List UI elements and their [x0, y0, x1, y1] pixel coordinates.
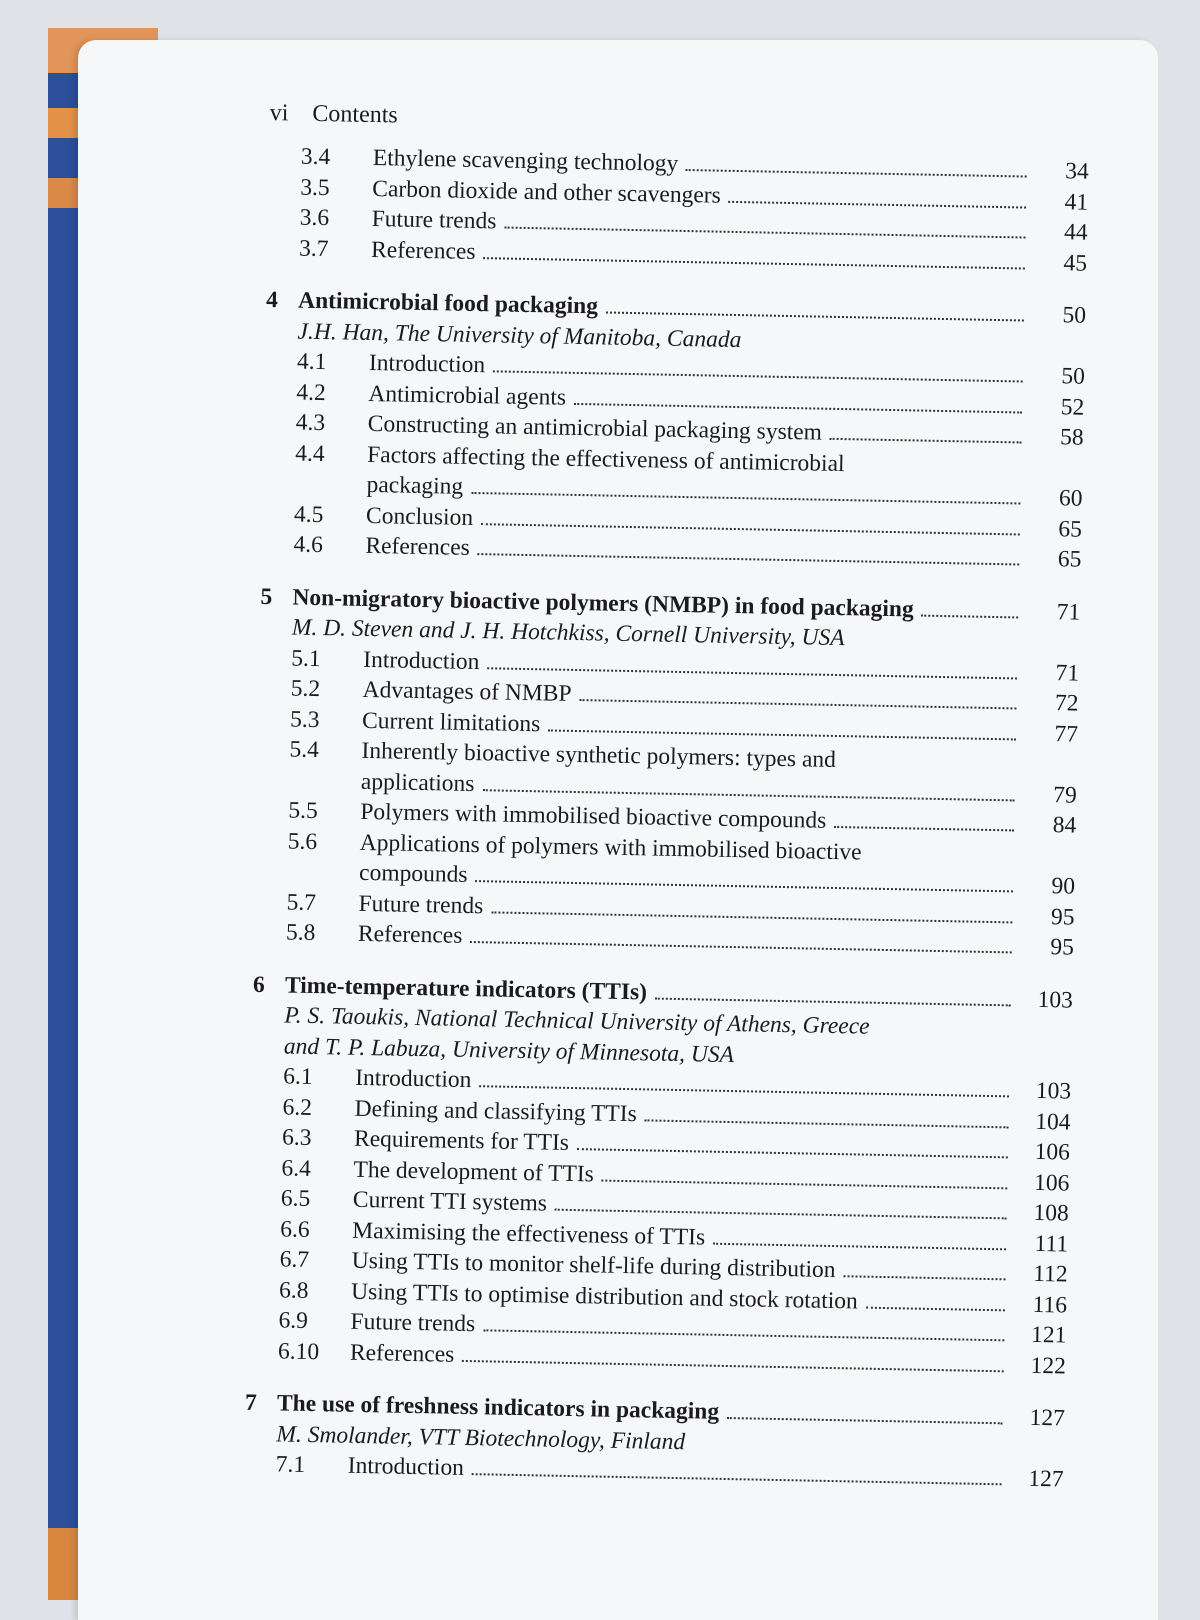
section-title: Future trends	[371, 205, 497, 235]
dot-leader	[577, 1147, 1008, 1158]
section-title: Conclusion	[365, 502, 474, 531]
section-title-continued: compounds	[358, 859, 468, 888]
section-page-number: 108	[1033, 1199, 1070, 1227]
dot-leader	[686, 168, 1027, 178]
section-number: 3.6	[299, 204, 330, 232]
dot-leader	[482, 788, 1014, 801]
dot-leader	[606, 310, 1024, 321]
section-number: 7.1	[275, 1451, 306, 1478]
section-page-number: 84	[1052, 812, 1077, 839]
section-page-number: 111	[1034, 1230, 1069, 1258]
dot-leader	[483, 1328, 1004, 1341]
indent-spacer	[257, 786, 361, 788]
section-number: 4.3	[295, 409, 326, 437]
dot-leader	[462, 1358, 1004, 1371]
section-number: 4.1	[296, 348, 327, 376]
section-number: 4.6	[293, 531, 324, 559]
section-title: Requirements for TTIs	[353, 1125, 570, 1156]
section-number: 6.4	[281, 1154, 312, 1182]
section-number: 5.1	[291, 645, 321, 672]
section-title: Inherently bioactive synthetic polymers: types and	[361, 737, 837, 773]
dot-leader	[481, 522, 1020, 535]
section-title: References	[357, 920, 463, 949]
section-page-number: 58	[1059, 424, 1084, 451]
section-title: Defining and classifying TTIs	[354, 1095, 638, 1127]
section-page-number: 112	[1032, 1260, 1068, 1288]
running-head-page-number: vi	[269, 100, 289, 127]
section-page-number: 104	[1035, 1108, 1071, 1136]
dot-leader	[713, 1241, 1006, 1250]
chapter-number: 4	[265, 286, 279, 314]
section-number: 6.8	[278, 1276, 309, 1304]
dot-leader	[479, 1084, 1009, 1097]
section-page-number: 65	[1057, 546, 1082, 573]
dot-leader	[655, 996, 1011, 1006]
section-page-number: 106	[1033, 1169, 1070, 1197]
section-title: Current limitations	[361, 707, 541, 737]
dot-leader	[830, 437, 1022, 444]
section-title: References	[370, 236, 476, 265]
dot-leader	[602, 1178, 1008, 1189]
dot-leader	[470, 940, 1012, 953]
section-title: Future trends	[350, 1308, 476, 1338]
dot-leader	[727, 1416, 1003, 1424]
dot-leader	[579, 698, 1016, 709]
section-number: 6.6	[280, 1215, 310, 1243]
chapter-authors: J.H. Han, The University of Manitoba, Canada	[297, 318, 742, 353]
dot-leader	[471, 491, 1020, 505]
section-page-number: 50	[1061, 363, 1086, 390]
section-title: Polymers with immobilised bioactive compounds	[360, 798, 827, 834]
chapter-number: 5	[260, 583, 273, 610]
section-page-number: 45	[1063, 249, 1088, 277]
section-page-number: 52	[1060, 393, 1085, 421]
section-title: Ethylene scavenging technology	[372, 144, 679, 177]
chapter-title: Non-migratory bioactive polymers (NMBP) in food packaging	[292, 584, 915, 622]
section-page-number: 90	[1051, 873, 1076, 900]
chapter-block	[267, 141, 1089, 279]
dot-leader	[729, 199, 1027, 208]
book-cover-edge	[48, 28, 78, 1600]
section-page-number: 79	[1053, 781, 1078, 809]
chapter-title: Antimicrobial food packaging	[297, 287, 599, 320]
section-page-number: 77	[1054, 720, 1079, 748]
section-page-number: 34	[1065, 158, 1090, 185]
section-page-number: 122	[1030, 1352, 1067, 1380]
chapter-title: The use of freshness indicators in packaging	[276, 1390, 720, 1425]
chapter-page-number: 103	[1037, 986, 1074, 1014]
section-title: The development of TTIs	[353, 1156, 595, 1187]
section-number: 5.7	[286, 888, 317, 916]
dot-leader	[475, 879, 1013, 892]
dot-leader	[922, 613, 1019, 618]
section-number: 6.9	[278, 1307, 309, 1334]
chapter-block	[246, 969, 1073, 1381]
section-title: Current TTI systems	[352, 1186, 548, 1217]
indent-spacer	[255, 878, 359, 880]
table-of-contents	[244, 100, 1090, 1495]
indent-spacer	[263, 490, 367, 492]
dot-leader	[487, 666, 1017, 679]
chapter-authors: M. Smolander, VTT Biotechnology, Finland	[276, 1420, 686, 1455]
chapter-block	[254, 581, 1081, 963]
section-page-number: 106	[1034, 1138, 1071, 1166]
section-page-number: 72	[1054, 690, 1079, 717]
section-title: Carbon dioxide and other scavengers	[372, 175, 721, 209]
chapter-title: Time-temperature indicators (TTIs)	[284, 971, 648, 1005]
chapter-authors: P. S. Taoukis, National Technical University of Athens, Greece	[284, 1002, 870, 1040]
dot-leader	[645, 1118, 1009, 1128]
chapter-block	[244, 1388, 1066, 1495]
dot-leader	[483, 256, 1025, 269]
chapter-number: 7	[244, 1389, 257, 1416]
dot-leader	[472, 1472, 1002, 1485]
section-number: 4.2	[296, 379, 327, 406]
dot-leader	[493, 369, 1023, 382]
section-title: Using TTIs to monitor shelf-life during distribution	[351, 1247, 836, 1284]
chapter-authors: M. D. Steven and J. H. Hotchkiss, Cornell University, USA	[291, 614, 845, 652]
section-number: 3.7	[298, 235, 329, 262]
section-page-number: 71	[1055, 659, 1080, 687]
section-page-number: 65	[1058, 515, 1083, 543]
section-page-number: 60	[1058, 485, 1083, 512]
section-page-number: 95	[1050, 934, 1075, 961]
section-page-number: 44	[1063, 219, 1088, 246]
chapter-page-number: 50	[1062, 302, 1087, 329]
chapter-page-number: 127	[1029, 1404, 1066, 1432]
dot-leader	[834, 825, 1014, 831]
chapter-block	[261, 285, 1086, 575]
section-title: Introduction	[347, 1452, 465, 1481]
section-title: Introduction	[363, 646, 480, 675]
section-number: 5.8	[285, 919, 316, 947]
section-number: 5.4	[289, 736, 320, 764]
section-page-number: 121	[1030, 1321, 1067, 1349]
dot-leader	[504, 226, 1025, 239]
section-title: Applications of polymers with immobilised bioactive	[359, 829, 862, 865]
section-title-continued: packaging	[366, 471, 464, 500]
dot-leader	[866, 1305, 1005, 1311]
section-title: References	[365, 532, 471, 561]
section-number: 6.1	[283, 1063, 313, 1090]
dot-leader	[555, 1208, 1007, 1220]
dot-leader	[491, 910, 1012, 923]
dot-leader	[574, 401, 1022, 413]
section-number: 6.2	[282, 1093, 313, 1121]
section-number: 4.4	[294, 440, 325, 467]
section-number: 5.3	[289, 706, 320, 733]
section-number: 4.5	[293, 501, 324, 528]
section-number: 6.7	[279, 1246, 310, 1273]
section-title: Introduction	[368, 349, 486, 379]
section-number: 3.5	[300, 174, 330, 201]
section-page-number: 103	[1035, 1077, 1072, 1105]
section-number: 5.5	[288, 797, 318, 825]
section-title: References	[349, 1339, 455, 1368]
section-number: 3.4	[300, 143, 331, 171]
section-number: 6.3	[281, 1124, 312, 1151]
dot-leader	[548, 728, 1016, 740]
chapter-page-number: 71	[1056, 598, 1081, 626]
section-title-continued: applications	[360, 768, 475, 797]
section-title: Factors affecting the effectiveness of antimicrobial	[366, 441, 845, 477]
dot-leader	[478, 552, 1020, 565]
section-title: Future trends	[358, 890, 484, 919]
section-number: 5.6	[287, 827, 318, 855]
section-title: Using TTIs to optimise distribution and stock rotation	[350, 1278, 859, 1315]
section-page-number: 41	[1064, 188, 1089, 216]
section-page-number: 116	[1032, 1291, 1068, 1319]
chapter-number: 6	[252, 971, 266, 998]
section-title: Advantages of NMBP	[362, 676, 572, 707]
section-title: Antimicrobial agents	[368, 380, 567, 411]
section-number: 6.10	[277, 1337, 320, 1365]
section-number: 5.2	[290, 675, 321, 703]
section-page-number: 127	[1028, 1465, 1064, 1493]
section-title: Constructing an antimicrobial packaging system	[367, 410, 823, 446]
section-title: Introduction	[354, 1064, 472, 1094]
section-title: Maximising the effectiveness of TTIs	[352, 1217, 706, 1251]
running-head-title: Contents	[312, 100, 398, 129]
dot-leader	[843, 1274, 1005, 1280]
chapter-authors: and T. P. Labuza, University of Minnesota, USA	[283, 1032, 735, 1068]
section-page-number: 95	[1050, 903, 1075, 931]
section-number: 6.5	[280, 1185, 311, 1212]
